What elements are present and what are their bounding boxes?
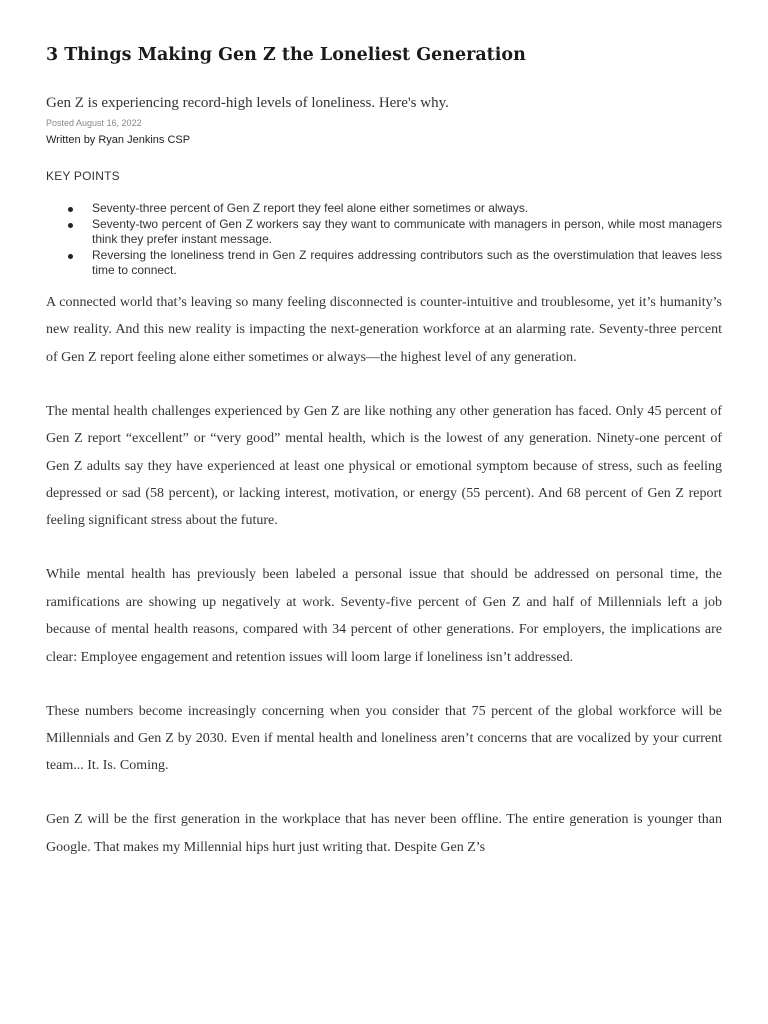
key-point-item: Reversing the loneliness trend in Gen Z requires addressing contributors such as the overstimulation that leaves less time to connect. xyxy=(92,247,722,277)
body-paragraph: While mental health has previously been labeled a personal issue that should be addressed on personal time, the ramifications are showing up negatively at work. Seventy-five percent of Gen Z and half of Millennials left a job because of mental health reasons, compared with 34 percent of other generations. For employers, the implications are clear: Employee engagement and retention issues will loom large if loneliness isn’t addressed. xyxy=(46,567,722,665)
body-paragraph: These numbers become increasingly concerning when you consider that 75 percent of the global workforce will be Millennials and Gen Z by 2030. Even if mental health and loneliness aren’t concerns that are vocalized by your current team... It. Is. Coming. xyxy=(46,703,722,774)
posted-date: Posted August 16, 2022 xyxy=(46,118,142,128)
body-paragraph: A connected world that’s leaving so many feeling disconnected is counter-intuitive and troublesome, yet it’s humanity’s new reality. And this new reality is impacting the next-generation workforce at an alarming rate. Seventy-three percent of Gen Z report feeling alone either sometimes or always—the highest level of any generation. xyxy=(46,295,722,365)
key-point-item: Seventy-three percent of Gen Z report they feel alone either sometimes or always. xyxy=(92,201,722,217)
article-body xyxy=(46,289,722,888)
key-points-list xyxy=(46,201,722,279)
key-points-heading: KEY POINTS xyxy=(46,169,120,183)
key-point-item: Seventy-two percent of Gen Z workers say they want to communicate with managers in person, while most managers think they prefer instant message. xyxy=(92,216,722,246)
body-paragraph: Gen Z will be the first generation in the workplace that has never been offline. The entire generation is younger than Google. That makes my Millennial hips hurt just writing that. Despite Gen Z’s xyxy=(46,812,722,855)
body-paragraph: The mental health challenges experienced by Gen Z are like nothing any other generation has faced. Only 45 percent of Gen Z report “excellent” or “very good” mental health, which is the lowest of any generation. Ninety-one percent of Gen Z adults say they have experienced at least one physical or emotional symptom because of stress, such as feeling depressed or sad (58 percent), or lacking interest, motivation, or energy (55 percent). And 68 percent of Gen Z report feeling significant stress about the future. xyxy=(46,403,722,529)
author-byline: Written by Ryan Jenkins CSP xyxy=(46,134,191,146)
article-title: 3 Things Making Gen Z the Loneliest Generation xyxy=(46,45,526,65)
article-subtitle: Gen Z is experiencing record-high levels of loneliness. Here's why. xyxy=(46,95,449,111)
